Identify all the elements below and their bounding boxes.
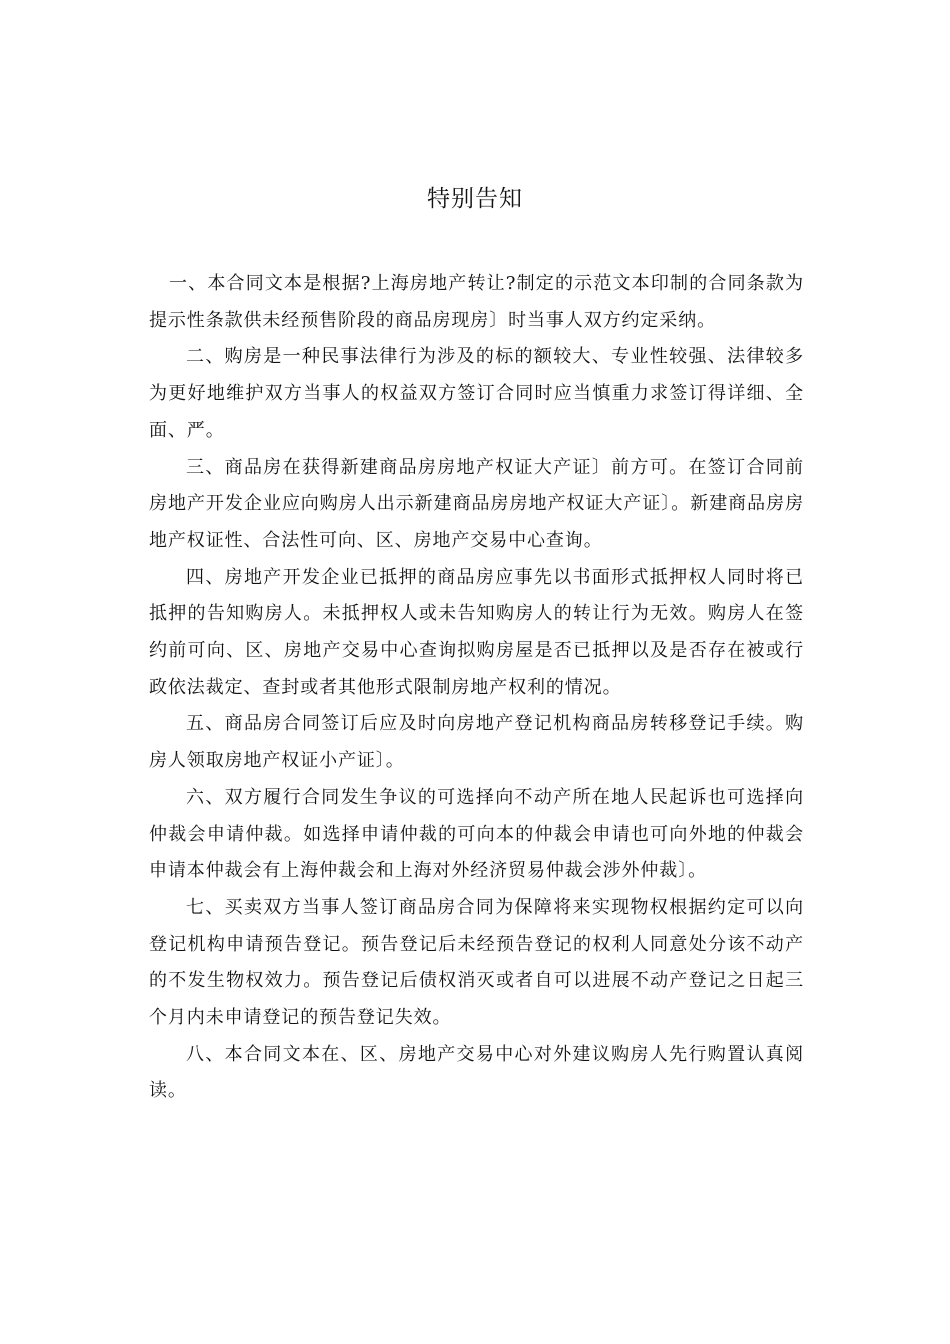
paragraph-3: 三、商品房在获得新建商品房房地产权证大产证〕前方可。在签订合同前房地产开发企业应向购房人出示新建商品房房地产权证大产证〕。新建商品房房地产权证性、合法性可向、区、房地产交易中心查询。 bbox=[149, 456, 804, 551]
document-body bbox=[149, 266, 804, 1110]
paragraph-7: 七、买卖双方当事人签订商品房合同为保障将来实现物权根据约定可以向登记机构申请预告登记。预告登记后未经预告登记的权利人同意处分该不动产的不发生物权效力。预告登记后债权消灭或者自可以进展不动产登记之日起三个月内未申请登记的预告登记失效。 bbox=[149, 896, 804, 1029]
document-title: 特别告知 bbox=[427, 186, 523, 212]
paragraph-8: 八、本合同文本在、区、房地产交易中心对外建议购房人先行购置认真阅读。 bbox=[149, 1043, 804, 1102]
paragraph-1: 一、本合同文本是根据?上海房地产转让?制定的示范文本印制的合同条款为提示性条款供未经预售阶段的商品房现房〕时当事人双方约定采纳。 bbox=[149, 273, 804, 331]
paragraph-5: 五、商品房合同签订后应及时向房地产登记机构商品房转移登记手续。购房人领取房地产权证小产证〕。 bbox=[149, 713, 804, 772]
paragraph-4: 四、房地产开发企业已抵押的商品房应事先以书面形式抵押权人同时将已抵押的告知购房人。未抵押权人或未告知购房人的转让行为无效。购房人在签约前可向、区、房地产交易中心查询拟购房屋是否已抵押以及是否存在被或行政依法裁定、查封或者其他形式限制房地产权利的情况。 bbox=[149, 566, 804, 698]
paragraph-6: 六、双方履行合同发生争议的可选择向不动产所在地人民起诉也可选择向仲裁会申请仲裁。如选择申请仲裁的可向本的仲裁会申请也可向外地的仲裁会申请本仲裁会有上海仲裁会和上海对外经济贸易仲裁会涉外仲裁〕。 bbox=[149, 786, 804, 882]
paragraph-2: 二、购房是一种民事法律行为涉及的标的额较大、专业性较强、法律较多为更好地维护双方当事人的权益双方签订合同时应当慎重力求签订得详细、全面、严。 bbox=[149, 346, 804, 441]
